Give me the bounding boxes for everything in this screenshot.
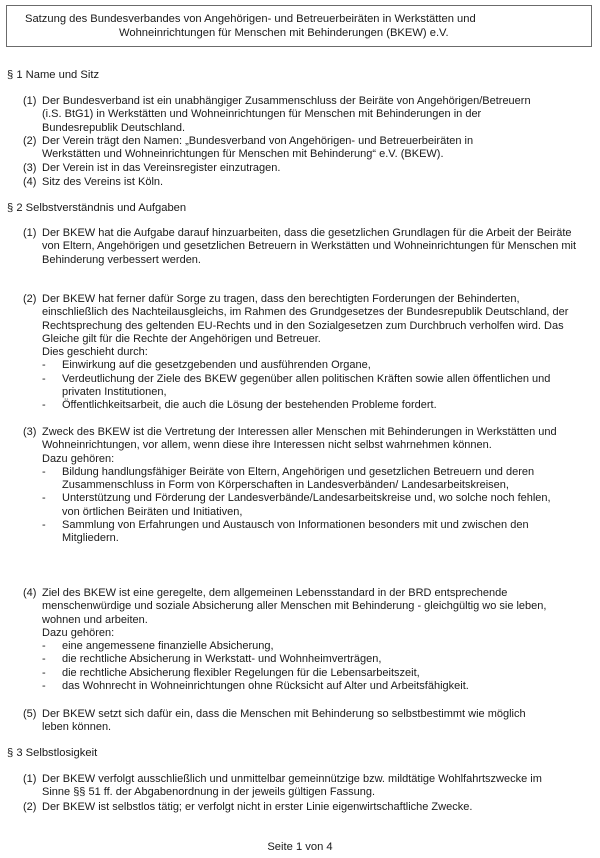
title-box	[6, 5, 592, 47]
s3-p1-number: (1)	[23, 773, 37, 785]
s2-p3-body	[42, 426, 562, 546]
s2-p1-number: (1)	[23, 227, 37, 239]
s1-paragraph-2	[23, 135, 593, 162]
s2-p2-text: Der BKEW hat ferner dafür Sorge zu tragen, dass den berechtigten Forderungen der Behinderten, einschließlich des Nachteilausgleichs, im Rahmen des Grundgesetzes der Bundesrepublik Deutschland, der Rechtsprechung des geltenden EU-Rechts und in den Sozialgesetzen zum Durchbruch verholfen wird. Das Gleiche gilt für die Rechte der Angehörigen und Betreuer.	[42, 293, 569, 345]
s1-p1-text: Der Bundesverband ist ein unabhängiger Zusammenschluss der Beiräte von Angehörigen/Betreuern (i.S. BtG1) in Werkstätten und Wohneinrichtungen für Menschen mit Behinderungen in der Bundesrepublik Deutschland.	[42, 95, 531, 134]
section-2-heading: § 2 Selbstverständnis und Aufgaben	[7, 202, 187, 214]
s3-p1-text: Der BKEW verfolgt ausschließlich und unmittelbar gemeinnützige bzw. mildtätige Wohlfahrtszwecke im Sinne §§ 51 ff. der Abgabenordnung in der jeweils gültigen Fassung.	[42, 773, 542, 799]
s1-paragraph-4	[23, 176, 593, 189]
s2-paragraph-1	[23, 227, 593, 267]
s3-paragraph-2	[23, 801, 593, 814]
s2-p1-text: Der BKEW hat die Aufgabe darauf hinzuarbeiten, dass die gesetzlichen Grundlagen für die Arbeit der Beiräte von Eltern, Angehörigen und gesetzlichen Betreuern in Werkstätten und Wohneinrichtungen für Menschen mit Behinderung verbessert werden.	[42, 227, 577, 266]
s2-p3-subheading: Dazu gehören:	[42, 452, 115, 465]
s1-paragraph-1	[23, 95, 593, 135]
s2-p2-body	[42, 293, 582, 413]
title-line-1: Satzung des Bundesverbandes von Angehörigen- und Betreuerbeiräten in Werkstätten und	[25, 13, 476, 25]
s3-p2-text: Der BKEW ist selbstlos tätig; er verfolgt nicht in erster Linie eigenwirtschaftliche Zwecke.	[42, 801, 473, 813]
s1-p3-text: Der Verein ist in das Vereinsregister einzutragen.	[42, 162, 281, 174]
s2-p3-text: Zweck des BKEW ist die Vertretung der Interessen aller Menschen mit Behinderungen in Werkstätten und Wohneinrichtungen, vor allem, wenn diese ihre Interessen nicht selbst wahrnehmen können.	[42, 426, 557, 452]
list-item: - Unterstützung und Förderung der Landesverbände/Landesarbeitskreise und, wo solche noch fehlen, von örtlichen Beiräten und Initiativen,	[42, 492, 562, 519]
s2-p2-subheading: Dies geschieht durch:	[42, 346, 148, 359]
s3-p2-number: (2)	[23, 801, 37, 813]
s2-p4-text: Ziel des BKEW ist eine geregelte, dem allgemeinen Lebensstandard in der BRD entsprechende menschenwürdige und soziale Absicherung aller Menschen mit Behinderung - gleichgültig wo sie leben, wohnen und arbeiten.	[42, 587, 547, 626]
s1-paragraph-3	[23, 162, 593, 175]
s3-paragraph-1	[23, 773, 593, 800]
s2-p5-number: (5)	[23, 708, 37, 720]
s2-paragraph-2	[23, 293, 593, 413]
list-item: - die rechtliche Absicherung in Werkstatt- und Wohnheimverträgen,	[42, 653, 582, 666]
s2-paragraph-5	[23, 708, 593, 735]
title-line-2: Wohneinrichtungen für Menschen mit Behinderungen (BKEW) e.V.	[119, 27, 449, 39]
list-item: - Bildung handlungsfähiger Beiräte von Eltern, Angehörigen und gesetzlichen Betreuern und deren Zusammenschluss in Form von Körperschaften in Landesverbänden/ Landesarbeitskreisen,	[42, 466, 542, 493]
s1-p2-text: Der Verein trägt den Namen: „Bundesverband von Angehörigen- und Betreuerbeiräten in Werkstätten und Wohneinrichtungen für Menschen mit Behinderung“ e.V. (BKEW).	[42, 135, 474, 161]
section-1-heading: § 1 Name und Sitz	[7, 69, 100, 81]
s2-paragraph-3	[23, 426, 593, 546]
list-item: - Sammlung von Erfahrungen und Austausch von Informationen besonders mit und zwischen den Mitgliedern.	[42, 519, 562, 546]
list-item: - das Wohnrecht in Wohneinrichtungen ohne Rücksicht auf Alter und Arbeitsfähigkeit.	[42, 680, 582, 693]
s1-p4-number: (4)	[23, 176, 37, 188]
s1-p3-number: (3)	[23, 162, 37, 174]
s2-p4-body	[42, 587, 582, 693]
s2-p2-number: (2)	[23, 293, 37, 305]
s1-p4-text: Sitz des Vereins ist Köln.	[42, 176, 164, 188]
list-item: - Verdeutlichung der Ziele des BKEW gegenüber allen politischen Kräften sowie allen öffentlichen und privaten Institutionen,	[42, 373, 552, 400]
s2-p4-number: (4)	[23, 587, 37, 599]
list-item: - Einwirkung auf die gesetzgebenden und ausführenden Organe,	[42, 359, 582, 372]
list-item: - Öffentlichkeitsarbeit, die auch die Lösung der bestehenden Probleme fordert.	[42, 399, 582, 412]
list-item: - die rechtliche Absicherung flexibler Regelungen für die Lebensarbeitszeit,	[42, 667, 582, 680]
s1-p1-number: (1)	[23, 95, 37, 107]
s2-p4-subheading: Dazu gehören:	[42, 626, 115, 639]
section-3-heading: § 3 Selbstlosigkeit	[7, 747, 98, 759]
page-footer: Seite 1 von 4	[267, 841, 333, 853]
s2-p3-number: (3)	[23, 426, 37, 438]
list-item: - eine angemessene finanzielle Absicherung,	[42, 640, 582, 653]
s2-p5-text: Der BKEW setzt sich dafür ein, dass die Menschen mit Behinderung so selbstbestimmt wie möglich leben können.	[42, 708, 526, 734]
s2-paragraph-4	[23, 587, 593, 693]
s1-p2-number: (2)	[23, 135, 37, 147]
